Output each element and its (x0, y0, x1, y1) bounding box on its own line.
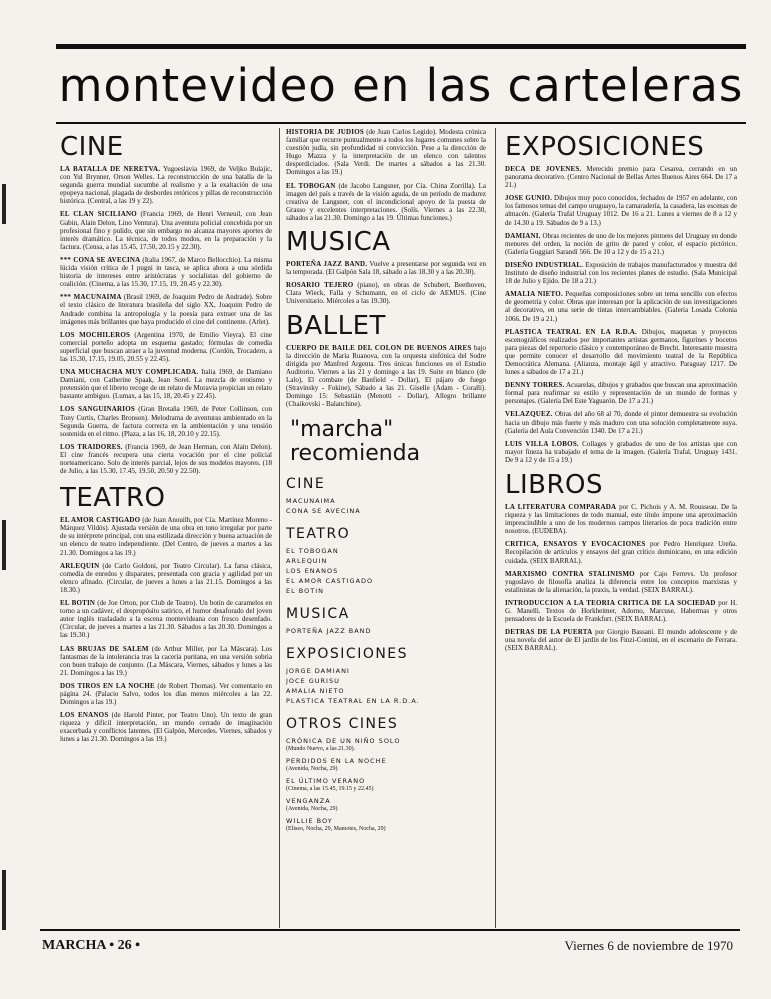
listing-title: LAS BRUJAS DE SALEM (60, 644, 149, 653)
listing-entry (505, 503, 737, 535)
listing-text: por H. G. Manelli. Textos de Horkheimer, Adorno, Marcuse, Habermas y otros pensadores de la Escuela de Frankfurt. (SEIX BARRAL). (505, 598, 737, 624)
footer-date: Viernes 6 de noviembre de 1970 (564, 938, 733, 953)
recomienda-item-venue: (Avenida, Nocha, 29) (286, 806, 338, 813)
listing-text: (de Joe Orton, por Club de Teatro). Un botín de caramelos en torno a un cadáver, el despropósito satírico, el humor desaforado del joven autor inglés trasladado a la escena montevideana con fresco desenfado. (Circular, de jueves a martes a las 21.30. Sábados a las 20.30. Domingos a las 19.30.) (60, 599, 272, 640)
section-heading-exposiciones: EXPOSICIONES (505, 132, 705, 162)
recomienda-item-venue: (Eliseo, Nocha, 29, Mamotes, Nocha, 29) (286, 826, 386, 833)
recomienda-title-line1: "marcha" (290, 417, 394, 443)
listing-title: LA LITERATURA COMPARADA (505, 503, 617, 511)
listing-title: PLASTICA TEATRAL EN LA R.D.A. (505, 327, 638, 336)
listing-entry (60, 562, 272, 594)
listing-text: Collages y grabados de uno de los artistas que con mayor fineza ha trabajado el tema de la imagen. (Galería Trafal, Uruguay 1431. De 9 a 12 y de 15 a 19.) (505, 439, 737, 464)
scan-edge-mark (2, 870, 6, 930)
recomienda-item-venue: (Avenida, Nocha, 29) (286, 766, 338, 773)
listing-entry (505, 328, 737, 377)
recomienda-item: JOCE GURISU (286, 677, 340, 686)
recomienda-section-heading: OTROS CINES (286, 716, 399, 733)
marcha-recomienda-box (286, 418, 486, 833)
page-title: montevideo en las carteleras (58, 59, 744, 112)
listing-entry (60, 443, 272, 475)
listing-text: Pequeñas composiciones sobre un tema sencillo con efectos de geometría y color. Obras que interesan por la aplicación de sus investigaciones al decorativo, en una serie de tintas intercambiables. (Galería Losada Colonia 1066. De 19 a 21.) (505, 290, 737, 323)
listing-entry (286, 281, 486, 305)
recomienda-item: PLASTICA TEATRAL EN LA R.D.A. (286, 697, 420, 706)
listing-text: (Gran Bretaña 1969, de Peter Collinson, con Tony Curtis, Charles Bronson). Melodrama de aventuras ambientado en la Segunda Guerra, de factura correcta en la ambientación y una tensión sostenida en el ritmo. (Plaza, a las 16, 18, 20.10 y 22.15). (60, 405, 272, 438)
recomienda-item: VENGANZA (286, 797, 331, 806)
listing-title: CUERPO DE BAILE DEL COLON DE BUENOS AIRES (286, 343, 472, 352)
recomienda-item: ARLEQUIN (286, 557, 328, 566)
listing-title: EL BOTIN (60, 599, 96, 608)
listing-text: Dibujos muy poco conocidos, fechados de 1957 en adelante, con los famosos temas del campo uruguayo, la camaradería, la casadera, las escenas de almacén. (Galería Trafal Uruguay 1012. De 16 a 21. Lunes a viernes de 8 a 12 y de 14.30 a 19. Sábados de 9 a 13.) (505, 194, 737, 227)
recomienda-section-heading: EXPOSICIONES (286, 646, 409, 663)
recomienda-item-venue: (Mundo Nuevo, a las 21.30). (286, 746, 356, 753)
listing-text: (piano), en obras de Schubert, Beethoven, Clara Wieck, Falla y Schumann, en el ciclo de AEMUS. (Cine Universitario. Miércoles a las 19.30). (286, 281, 486, 306)
listing-entry (505, 599, 737, 623)
ballet-list (286, 344, 486, 409)
listing-entry (505, 194, 737, 226)
listing-entry (286, 128, 486, 177)
listing-text: por Giorgio Bassani. El mundo adolescente y de una novela del autor de El jardín de los Finzi-Contini, en el escenario de Ferrara. (SEIX BARRAL). (505, 628, 737, 653)
listing-text: (de Juan Anouilh, por Cía. Martínez Moreno - Márquez Vildós). Ajustada versión de una obra en tono irregular por parte de su intérprete principal, con una estilizada dirección y buena actuación de un elenco de teatro independiente. (Del Centro, de jueves a martes a las 21.30. Domingos a las 19.) (60, 516, 272, 557)
listing-text: (de Harold Pinter, por Teatro Uno). Un texto de gran riqueza y difícil interpretación, un mundo cerrado de imaginación exacerbada y conflictos latentes. (El Galpón, Mercedes. Viernes, sábados y lunes a las 21.30. Domingos a las 19.) (60, 711, 272, 744)
listing-title: DENNY TORRES. (505, 381, 565, 390)
recomienda-section-heading: TEATRO (286, 526, 351, 543)
listing-text: Obras recientes de uno de los mejores pintores del Uruguay en donde menores del orden, la noción de grito de pared y color, el espacio pictórico. (Galería Guggiari Sarandí 566. De 10 a 12 y de 15 a 21.) (505, 231, 737, 256)
recomienda-item: EL AMOR CASTIGADO (286, 577, 374, 586)
listing-entry (60, 165, 272, 205)
listing-entry (60, 645, 272, 677)
listing-entry (505, 232, 737, 256)
section-heading-cine: CINE (60, 132, 124, 162)
listing-text: (de Juan Carlos Legido). Modesta crónica familiar que recurre puntualmente a todos los lugares comunes sobre la cuestión judía, sin profundidad ni convicción. Pese a la dirección de Hugo Mazza y la interpretación de un elenco con talentos desperdiciados. (Sala Verdi. De martes a sábados a las 21.30. Domingos a las 19.) (286, 128, 486, 177)
listing-text: Vuelve a presentarse por segunda vez en la temporada. (El Galpón Sala 18, sábado a las 18.30 y a las 20.30). (286, 260, 486, 277)
listing-entry (505, 540, 737, 564)
exposiciones-list (505, 165, 737, 464)
section-heading-ballet: BALLET (286, 310, 386, 341)
listing-title: *** MACUNAIMA (60, 293, 122, 302)
listing-title: ARLEQUIN (60, 561, 100, 570)
recomienda-section-heading: MUSICA (286, 606, 350, 623)
teatro-list (60, 516, 272, 743)
listing-entry (286, 260, 486, 276)
column-divider (495, 128, 496, 928)
listing-title: ROSARIO TEJERO (286, 281, 354, 290)
recomienda-item: WILLIE BOY (286, 817, 333, 826)
listing-text: (Francia 1969, de Jean Herman, con Alain Delon). El cine francés recupera una cierta vocación por el cine policial norteamericano. Solo de interés parcial, lejos de sus modelos mayores. (18 de Julio, a las 15.30, 17.45, 19.50, 20.50 y 22.50). (60, 442, 272, 476)
listing-title: AMALIA NIETO. (505, 290, 563, 299)
listing-title: DETRAS DE LA PUERTA (505, 628, 593, 637)
listing-title: DISEÑO INDUSTRIAL. (505, 260, 584, 269)
listing-title: CRITICA, ENSAYOS Y EVOCACIONES (505, 540, 646, 549)
listing-entry (505, 165, 737, 189)
listing-text: (Argentina 1970, de Emilio Vieyra). El cine comercial porteño adopta un esquema gastado; fórmulas de comedia superficial que buscan atraer a la juventud moderna. (Cordón, Trocadero, a las 15.30, 17.15, 19.05, 20.55 y 22.45). (60, 330, 272, 363)
listing-text: bajo la dirección de María Ruanova, con la orquesta sinfónica del Sodre dirigida por Manfred Argenta. Tres únicas funciones en el Estudio Auditorio. Viernes a las 21 y domingo a las 19. Suite en blanco (de Lalo), El combate (de Banfield - Dollar), El pájaro de fuego (Stravinsky - Fokine), Sábado a las 21. Giselle (Adam - Coralli). Domingo 15: Sebastián (Menotti - Dollar), Allegro brillante (Chaikovski - Balanchine). (286, 343, 486, 409)
listing-entry (60, 331, 272, 363)
listing-text: Italia 1969, de Damiano Damiani, con Catherine Spaak, Jean Sorel. La mezcla de erotismo y pretensión que el libreto recoge de un relato de Moravia propician un relato bastante ambiguo. (Lumax, a las 15, 18, 20.45 y 22.45). (60, 368, 272, 401)
section-heading-teatro: TEATRO (60, 483, 166, 514)
listing-text: por Pedro Henríquez Ureña. Recopilación de artículos y ensayos del gran crítico dominicano, en una edición cuidada. (SEIX BARRAL). (505, 540, 737, 565)
bottom-rule (40, 929, 740, 931)
recomienda-item: JORGE DAMIANI (286, 667, 350, 676)
listing-entry (505, 381, 737, 405)
listing-text: por C. Pichois y A. M. Rousseau. De la riqueza y las limitaciones de todo manual, este título impone una aproximación imprescindible a uno de los modernos campos literarios de poca tradición entre nosotros. (EUDEBA). (505, 503, 737, 536)
listing-text: (Italia 1967, de Marco Bellocchio). La misma lúcida visión crítica de I pugni in tasca, se aplica ahora a una sórdida historia de intereses entre aristócratas y socialistas del gobierno de coalición. (Cinema, a las 15.30, 17.15, 19, 20.45 y 22.30). (60, 255, 272, 289)
listing-title: *** CONA SE AVECINA (60, 255, 141, 264)
listing-title: MARXISMO CONTRA STALINISMO (505, 569, 635, 578)
listing-entry (60, 682, 272, 706)
listing-text: Merecido premio para Cesarea, cerrando en un panorama decorativo. (Centro Nacional de Bellas Artes Buenos Aires 664. De 17 a 21.) (505, 165, 737, 190)
listing-title: DAMIANI. (505, 231, 541, 240)
listing-title: DECA DE JOVENES. (505, 165, 582, 173)
listing-entry (60, 711, 272, 743)
listing-text: (de Jacobo Langsner, por Cía. China Zorrilla). La imagen del país a través de la visión aguda, de un período de madurez creativa de Langsner, con el incondicional apoyo de la puesta de Grasso y excelentes interpretaciones. (Solís. Viernes a las 22.30, sábados a las 21.30. Domingo a las 19. Últimas funciones.) (286, 181, 486, 222)
listing-title: EL CLAN SICILIANO (60, 210, 137, 219)
libros-list (505, 503, 737, 653)
column-divider (279, 128, 280, 928)
listing-title: LOS ENANOS (60, 711, 109, 720)
column-right (505, 128, 737, 928)
recomienda-title-line2: recomienda (290, 441, 421, 467)
recomienda-item: EL ÚLTIMO VERANO (286, 777, 366, 786)
recomienda-item: LOS ENANOS (286, 567, 339, 576)
recomienda-section-heading: CINE (286, 476, 326, 493)
listing-entry (60, 405, 272, 437)
listing-text: (de Robert Thomas). Ver comentario en página 24. (Palacio Salvo, todos los días menos miércoles a las 22. Domingos a las 19.) (60, 681, 272, 707)
listing-entry (505, 290, 737, 322)
section-heading-libros: LIBROS (505, 470, 604, 500)
title-rule (56, 122, 746, 124)
recomienda-item-venue: (Cinema, a las 15.45, 19.15 y 22.45) (286, 786, 374, 793)
listing-text: (Francia 1969, de Henri Verneuil, con Jean Gabin, Alain Delon, Lino Ventura). Una aventura policial concebida por un profesional fino y pulido, que sin embargo no alcanza mayores aportes de interés dramático. La técnica, de todos modos, en la preparación y la factura. (Censa, a las 15.45, 17.50, 20.15 y 22.30). (60, 210, 272, 251)
listing-entry (505, 440, 737, 464)
listing-title: DOS TIROS EN LA NOCHE (60, 681, 155, 690)
listing-title: LA BATALLA DE NERETVA. (60, 165, 161, 173)
listing-text: Acuarelas, dibujos y grabados que buscan una aproximación formal para reafirmar su estilo y representación de un mundo de formas y personajes. (Galería Del Este Yaguarón. De 17 a 21.) (505, 381, 737, 406)
recomienda-item: CONA SE AVECINA (286, 507, 361, 516)
teatro-continued-list (286, 128, 486, 222)
listing-entry (505, 628, 737, 652)
listing-title: INTRODUCCION A LA TEORIA CRITICA DE LA SOCIEDAD (505, 598, 716, 607)
listing-entry (60, 293, 272, 325)
listing-title: PORTEÑA JAZZ BAND. (286, 260, 368, 269)
recomienda-item: AMALIA NIETO (286, 687, 345, 696)
listing-text: Dibujos, maquetas y proyectos escenográficos realizados por importantes artistas germanos, figurines y bocetos para piezas del repertorio clásico y contemporáneo de Brecht. Interesante muestra que permite conocer el desarrollo del movimiento teatral de la República Democrática Alemana. (Alianza, montaje ágil y atractivo. Paraguay 1217. De lunes a sábados de 17 a 21.) (505, 327, 737, 377)
listing-text: (de Arthur Miller, por La Máscara). Los fantasmas de la intolerancia tras la cacería puritana, en una versión sobria con buen trabajo de conjunto. (La Máscara, Viernes, sábados y lunes a las 21. Domingos a las 19.) (60, 644, 272, 677)
listing-title: JOSE GUNIO. (505, 194, 553, 203)
listing-title: EL TOBOGAN (286, 181, 336, 190)
listing-entry (505, 570, 737, 594)
listing-entry (60, 368, 272, 400)
listing-title: HISTORIA DE JUDIOS (286, 128, 364, 136)
listing-title: UNA MUCHACHA MUY COMPLICADA. (60, 368, 199, 377)
musica-list (286, 260, 486, 305)
listing-entry (60, 256, 272, 288)
listing-text: (de Carlo Goldoni, por Teatro Circular). La farsa clásica, comedia de enredos y disparates, presentada con gracia y agilidad por un elenco afinado. (Circular, de jueves a lunes a las 21.15. Domingos a las 18.30.) (60, 561, 272, 594)
recomienda-list (286, 476, 486, 833)
listing-entry (286, 344, 486, 409)
listing-text: (Brasil 1969, de Joaquim Pedro de Andrade). Sobre el texto clásico de literatura brasileña del siglo XX, Joaquim Pedro de Andrade combina la antropología y la poesía para extraer una de las imágenes más brillantes que haya producido el cine del continente. (Arlet). (60, 293, 272, 326)
listing-entry (505, 410, 737, 434)
listing-title: VELAZQUEZ. (505, 410, 553, 419)
listing-title: EL AMOR CASTIGADO (60, 516, 141, 525)
listing-text: por Cajo Ferrevs. Un profesor yugoslavo de filosofía analiza la diferencia entre los conceptos marxistas y estalinistas de la alienación, la praxis, la verdad. (SEIX BARRAL). (505, 569, 737, 594)
recomienda-item: MACUNAIMA (286, 497, 336, 506)
listing-entry (60, 516, 272, 556)
listing-text: Obras del año 68 al 70, donde el pintor demuestra su evolución hacia un dibujo más fuerte y más maduro con una solución completamente suya. (Galería del Aula Convención 1340. De 17 a 21.) (505, 410, 737, 435)
recomienda-item: EL BOTIN (286, 587, 325, 596)
listing-title: LOS MOCHILEROS (60, 330, 131, 339)
recomienda-item: EL TOBOGAN (286, 547, 339, 556)
recomienda-item: PERDIDOS EN LA NOCHE (286, 757, 387, 766)
cine-list (60, 165, 272, 475)
listing-title: LUIS VILLA LOBOS. (505, 439, 579, 448)
top-rule (56, 44, 746, 49)
column-left (60, 128, 272, 928)
listing-entry (505, 261, 737, 285)
listing-title: LOS TRAIDORES. (60, 442, 123, 451)
listing-title: LOS SANGUINARIOS (60, 405, 135, 414)
recomienda-item: PORTEÑA JAZZ BAND (286, 627, 372, 636)
listing-entry (60, 599, 272, 639)
scan-edge-mark (2, 184, 6, 224)
column-middle (286, 128, 486, 928)
listing-entry (60, 210, 272, 250)
recomienda-item: CRÓNICA DE UN NIÑO SOLO (286, 737, 401, 746)
footer-page-label: MARCHA • 26 • (42, 938, 141, 953)
listing-entry (286, 182, 486, 222)
recomienda-title (290, 418, 486, 466)
scan-edge-mark (2, 520, 6, 570)
listing-text: Exposición de trabajos manufacturados y muestra del Instituto de diseño industrial con los recientes planes de estudio. (Sala Municipal 18 de Julio y Ejido. De 18 a 21.) (505, 260, 737, 286)
listing-text: Yugoeslavia 1969, de Veljko Bulajic, con Yul Brynner, Orson Welles. La reconstrucción de una batalla de la segunda guerra mundial sucumbe al realismo y a la exaltación de una epopeya nacional, plagada de desbordes retóricos y pillas de reconstrucción histórica. (Central, a las 19 y 22). (60, 165, 272, 206)
section-heading-musica: MUSICA (286, 227, 391, 258)
